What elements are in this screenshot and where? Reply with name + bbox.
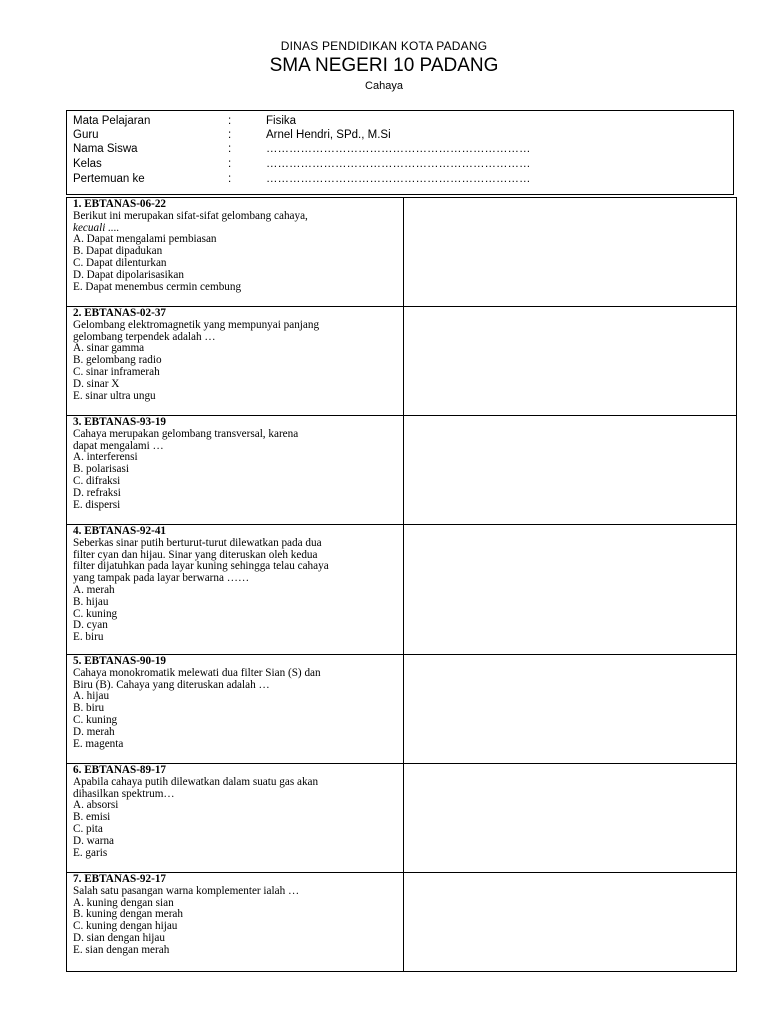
option-e: E. biru [73,631,104,644]
question-row [67,873,737,972]
option-c: C. difraksi [73,474,121,487]
question-row [67,525,737,655]
agency-name: DINAS PENDIDIKAN KOTA PADANG [280,39,488,53]
question-title: 7. EBTANAS-92-17 [73,873,167,885]
question-title: 6. EBTANAS-89-17 [73,764,167,776]
answer-cell[interactable] [404,198,737,307]
option-b: B. hijau [73,595,109,608]
info-colon: : [228,143,232,155]
info-label: Nama Siswa [73,143,138,155]
info-value: Arnel Hendri, SPd., M.Si [266,129,391,141]
info-colon: : [228,115,232,127]
question-text-cont: kecuali .... [73,221,120,234]
option-a: A. merah [73,583,115,596]
school-name: SMA NEGERI 10 PADANG [269,55,499,76]
student-info-box [66,110,734,195]
question-text-cont: yang tampak pada layar berwarna …… [73,572,250,585]
option-e: E. sian dengan merah [73,943,170,956]
option-b: B. biru [73,702,105,715]
option-b: B. polarisasi [73,463,129,476]
option-e: E. Dapat menembus cermin cembung [73,280,242,293]
question-cell [67,307,404,416]
question-cell [67,655,404,764]
question-text: Gelombang elektromagnetik yang mempunyai panjang [73,318,320,331]
option-e: E. garis [73,846,108,859]
option-c: C. kuning [73,607,118,620]
question-text: Berikut ini merupakan sifat-sifat gelombang cahaya, [73,209,308,222]
question-title: 4. EBTANAS-92-41 [73,525,167,537]
info-row-class [73,157,723,171]
question-cell [67,416,404,525]
option-a: A. kuning dengan sian [73,896,174,909]
option-e: E. dispersi [73,498,121,511]
info-label: Mata Pelajaran [73,115,151,127]
option-d: D. cyan [73,619,108,632]
answer-cell[interactable] [404,764,737,873]
info-row-subject [73,114,723,128]
info-colon: : [228,129,232,141]
info-label: Pertemuan ke [73,173,145,185]
info-value: Fisika [266,115,297,127]
option-d: D. merah [73,725,115,738]
option-a: A. interferensi [73,451,138,464]
info-label: Kelas [73,158,102,170]
option-b: B. emisi [73,811,111,824]
option-c: C. sinar inframerah [73,365,160,378]
question-row [67,307,737,416]
option-d: D. sinar X [73,377,120,390]
option-b: B. Dapat dipadukan [73,245,163,258]
question-text: Cahaya monokromatik melewati dua filter Sian (S) dan Biru (B). Cahaya yang diteruskan adalah … [73,666,321,691]
question-title: 3. EBTANAS-93-19 [73,416,167,428]
question-cell [67,873,404,972]
option-d: D. sian dengan hijau [73,931,165,944]
question-row [67,416,737,525]
option-a: A. absorsi [73,799,119,812]
question-text: Salah satu pasangan warna komplementer ialah … [73,884,300,897]
answer-cell[interactable] [404,655,737,764]
option-a: A. sinar gamma [73,342,145,355]
question-text-cont: dapat mengalami … [73,439,164,452]
option-b: B. gelombang radio [73,354,162,367]
answer-cell[interactable] [404,873,737,972]
info-row-teacher [73,128,723,142]
info-value-blank: …………………………………………………………… [266,173,531,185]
question-cell [67,525,404,655]
question-title: 1. EBTANAS-06-22 [73,198,167,210]
info-colon: : [228,173,232,185]
option-d: D. Dapat dipolarisasikan [73,268,184,281]
question-table [66,197,737,972]
question-text: Cahaya merupakan gelombang transversal, karena [73,427,299,440]
question-cell [67,764,404,873]
option-a: A. hijau [73,690,110,703]
option-e: E. sinar ultra ungu [73,389,156,402]
info-value-blank: …………………………………………………………… [266,158,531,170]
question-row [67,764,737,873]
question-cell [67,198,404,307]
option-c: C. kuning [73,713,118,726]
option-d: D. refraksi [73,486,121,499]
option-c: C. pita [73,822,103,835]
option-c: C. kuning dengan hijau [73,920,178,933]
question-text: Seberkas sinar putih berturut-turut dilewatkan pada dua filter cyan dan hijau. Sinar yang diteruskan oleh kedua filter dijatuhkan pada layar kuning sehingga telau cahaya [73,536,329,573]
info-row-meeting [73,172,723,186]
info-value-blank: …………………………………………………………… [266,143,531,155]
info-label: Guru [73,129,99,141]
question-row [67,655,737,764]
info-row-student-name [73,142,723,156]
question-title: 2. EBTANAS-02-37 [73,307,167,319]
question-text-cont: dihasilkan spektrum… [73,787,175,800]
answer-cell[interactable] [404,307,737,416]
answer-cell[interactable] [404,525,737,655]
info-colon: : [228,158,232,170]
question-text-cont: gelombang terpendek adalah … [73,330,216,343]
option-b: B. kuning dengan merah [73,908,183,921]
topic-title: Cahaya [365,80,403,92]
option-a: A. Dapat mengalami pembiasan [73,233,217,246]
answer-cell[interactable] [404,416,737,525]
question-text: Apabila cahaya putih dilewatkan dalam suatu gas akan [73,775,319,788]
option-d: D. warna [73,834,115,847]
option-e: E. magenta [73,737,124,750]
option-c: C. Dapat dilenturkan [73,256,167,269]
question-title: 5. EBTANAS-90-19 [73,655,167,667]
question-row [67,198,737,307]
